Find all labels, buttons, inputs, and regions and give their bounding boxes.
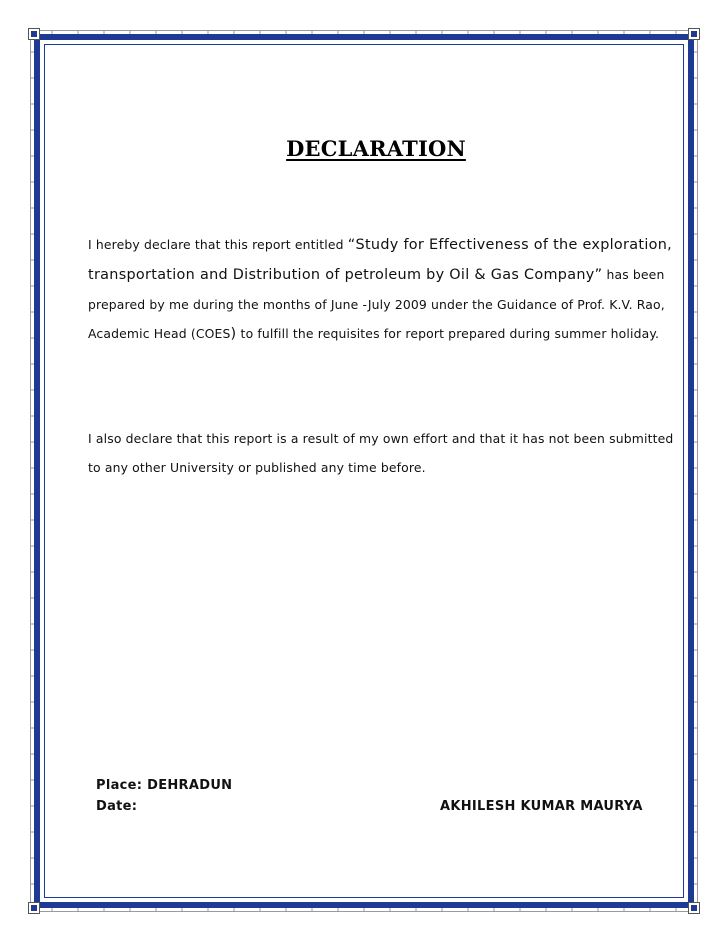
paragraph-1-text-a: I hereby declare that this report entitled xyxy=(88,237,348,252)
border-corner-ornament xyxy=(685,899,703,917)
border-corner-ornament xyxy=(685,25,703,43)
place-label: Place xyxy=(96,778,137,793)
declaration-paragraph-1 xyxy=(88,230,680,349)
border-corner-ornament xyxy=(25,25,43,43)
declaration-paragraph-2: I also declare that this report is a result of my own effort and that it has not been submitted to any other University or published any time before. xyxy=(88,431,674,475)
place-line xyxy=(96,778,232,793)
paragraph-1-text-c: to fulfill the requisites for report prepared during summer holiday. xyxy=(236,326,660,341)
report-title-text: “Study for Effectiveness of the exploration, transportation and Distribution of petroleum by Oil & Gas Company” xyxy=(88,237,673,283)
paragraph-1-paren: ) xyxy=(230,326,237,342)
date-line xyxy=(96,799,137,814)
place-value: : DEHRADUN xyxy=(136,778,233,793)
page-title: DECLARATION xyxy=(286,136,466,161)
paragraph-1-text-b: has been prepared by me during the months of June -July 2009 under the Guidance of Prof. K.V. Rao, Academic Head (COES xyxy=(88,267,665,341)
border-corner-ornament xyxy=(25,899,43,917)
date-label: Date xyxy=(96,799,132,814)
date-value: : xyxy=(131,799,138,814)
signatory-name: AKHILESH KUMAR MAURYA xyxy=(440,799,643,814)
